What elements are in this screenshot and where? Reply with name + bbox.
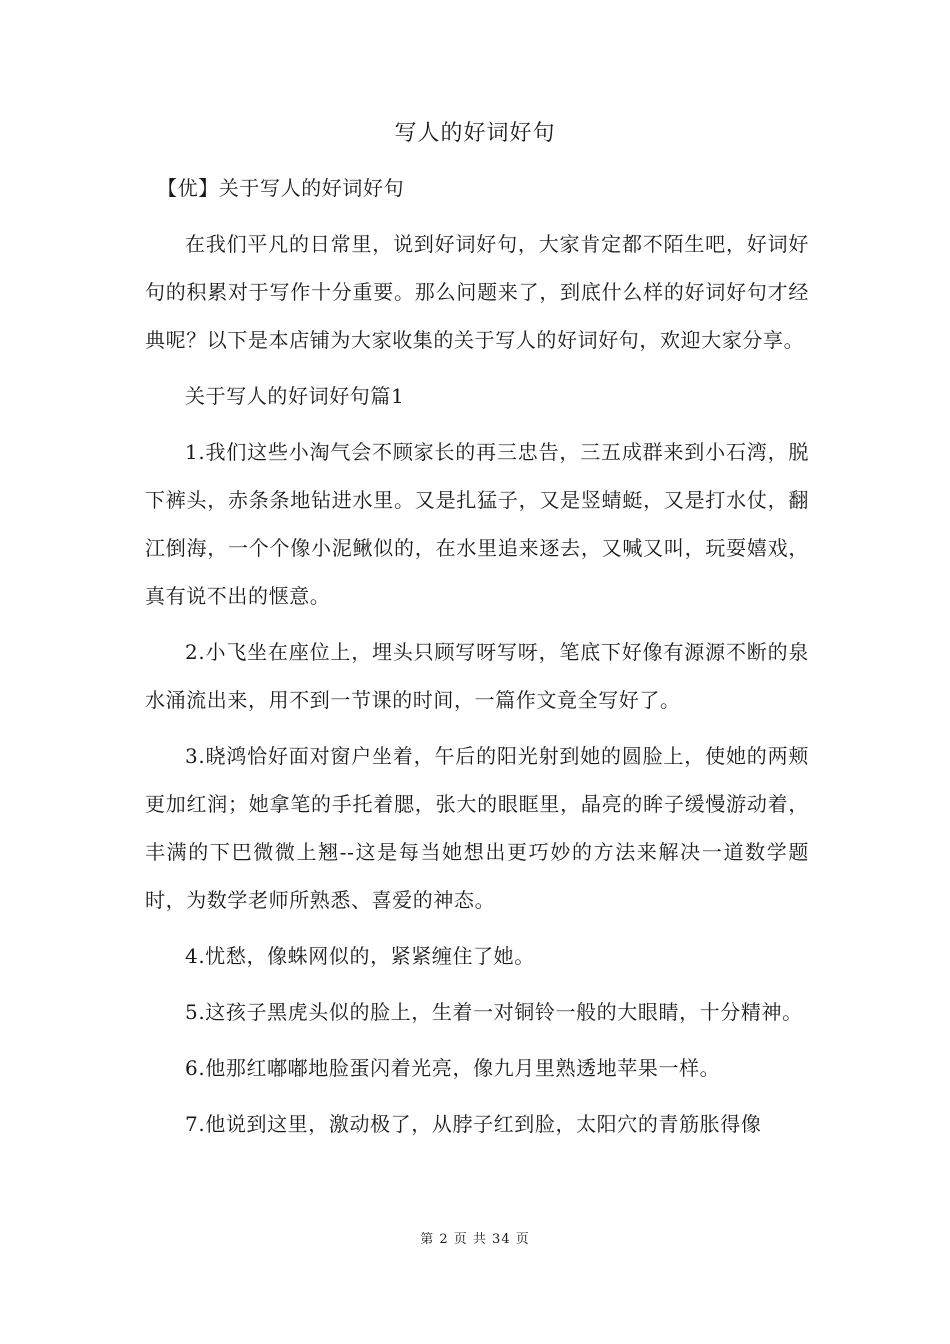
- section-heading: 关于写人的好词好句篇1: [185, 384, 405, 408]
- document-body: [145, 164, 809, 1156]
- page-number-footer: 第 2 页 共 34 页: [420, 1232, 530, 1247]
- document-subtitle: 【优】关于写人的好词好句: [157, 176, 405, 200]
- list-item: 4.忧愁，像蛛网似的，紧紧缠住了她。: [185, 944, 535, 968]
- page-title: 写人的好词好句: [394, 121, 556, 146]
- list-item: 7.他说到这里，激动极了，从脖子红到脸，太阳穴的青筋胀得像: [185, 1112, 762, 1136]
- list-item: 1.我们这些小淘气会不顾家长的再三忠告，三五成群来到小石湾，脱下裤头，赤条条地钻进水里。又是扎猛子，又是竖蜻蜓，又是打水仗，翻江倒海，一个个像小泥鳅似的，在水里追来逐去，又喊又叫，玩耍嬉戏，真有说不出的惬意。: [145, 440, 809, 608]
- list-item: 3.晓鸿恰好面对窗户坐着，午后的阳光射到她的圆脸上，使她的两颊更加红润；她拿笔的手托着腮，张大的眼眶里，晶亮的眸子缓慢游动着，丰满的下巴微微上翘--这是每当她想出更巧妙的方法来解决一道数学题时，为数学老师所熟悉、喜爱的神态。: [145, 744, 809, 912]
- list-item: 6.他那红嘟嘟地脸蛋闪着光亮，像九月里熟透地苹果一样。: [185, 1056, 721, 1080]
- list-item: 5.这孩子黑虎头似的脸上，生着一对铜铃一般的大眼睛，十分精神。: [185, 1000, 803, 1024]
- list-item: 2.小飞坐在座位上，埋头只顾写呀写呀，笔底下好像有源源不断的泉水涌流出来，用不到一节课的时间，一篇作文竟全写好了。: [145, 640, 809, 712]
- intro-paragraph: 在我们平凡的日常里，说到好词好句，大家肯定都不陌生吧，好词好句的积累对于写作十分重要。那么问题来了，到底什么样的好词好句才经典呢？以下是本店铺为大家收集的关于写人的好词好句，欢迎大家分享。: [145, 232, 809, 352]
